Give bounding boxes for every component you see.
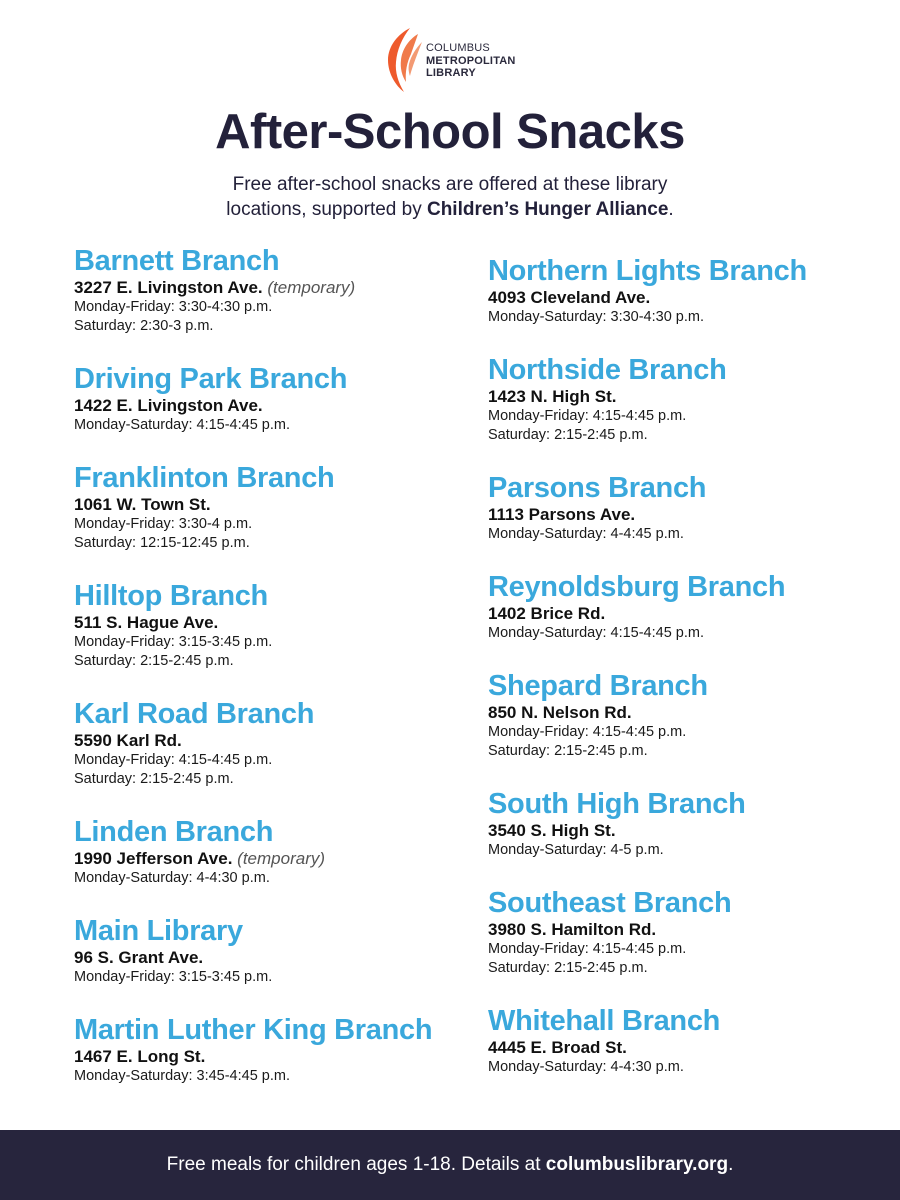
branch-name: Parsons Branch <box>488 472 707 504</box>
branch-address <box>74 849 484 869</box>
branch-address <box>74 613 484 633</box>
branch-address <box>488 821 898 841</box>
page-title: After-School Snacks <box>215 105 685 159</box>
branch-address-text: 1467 E. Long St. <box>74 1047 206 1066</box>
branch-address <box>488 1038 898 1058</box>
branch-address-text: 5590 Karl Rd. <box>74 731 182 750</box>
branch-entry <box>488 669 898 761</box>
branch-hours: Monday-Saturday: 4-5 p.m. <box>488 842 664 858</box>
branch-name: Southeast Branch <box>488 887 732 919</box>
branch-hours: Monday-Saturday: 3:30-4:30 p.m. <box>488 309 705 325</box>
branch-address-text: 1423 N. High St. <box>488 387 617 406</box>
branch-entry <box>488 353 898 445</box>
branch-hours: Monday-Friday: 4:15-4:45 p.m. <box>488 724 687 740</box>
branch-address-text: 511 S. Hague Ave. <box>74 613 219 632</box>
branch-entry <box>74 1013 484 1086</box>
branch-address-text: 1061 W. Town St. <box>74 495 211 514</box>
branch-hours: Monday-Saturday: 4:15-4:45 p.m. <box>74 417 291 433</box>
branch-entry <box>488 787 898 860</box>
branch-address-text: 3227 E. Livingston Ave. <box>74 278 263 297</box>
branch-address <box>74 731 484 751</box>
branch-entry <box>488 1004 898 1077</box>
intro-text <box>0 172 900 222</box>
branch-entry <box>74 579 484 671</box>
branch-hours: Saturday: 2:30-3 p.m. <box>74 318 214 334</box>
branch-entry <box>74 362 484 435</box>
branch-entry <box>488 471 898 544</box>
intro-line-2 <box>0 197 900 222</box>
branch-hours: Monday-Saturday: 4-4:30 p.m. <box>488 1059 684 1075</box>
branch-address-note: (temporary) <box>237 849 326 868</box>
branch-name: Martin Luther King Branch <box>74 1014 433 1046</box>
branch-entry <box>488 254 898 327</box>
branch-hours: Saturday: 2:15-2:45 p.m. <box>74 771 234 787</box>
logo-line-1: COLUMBUS <box>426 42 490 54</box>
branch-hours: Saturday: 2:15-2:45 p.m. <box>488 960 648 976</box>
branch-hours: Monday-Friday: 4:15-4:45 p.m. <box>74 752 273 768</box>
branch-address-text: 96 S. Grant Ave. <box>74 948 204 967</box>
footer-suffix: . <box>728 1154 734 1175</box>
branch-entry <box>74 914 484 987</box>
branch-entry <box>74 697 484 789</box>
branch-address-note: (temporary) <box>267 278 356 297</box>
library-logo-icon <box>380 26 424 94</box>
branch-hours: Monday-Saturday: 4-4:30 p.m. <box>74 870 270 886</box>
branch-entry <box>488 886 898 978</box>
footer-text: Free meals for children ages 1-18. Details at <box>166 1154 546 1175</box>
branch-address <box>488 604 898 624</box>
branch-hours: Saturday: 2:15-2:45 p.m. <box>74 653 234 669</box>
branch-hours: Monday-Friday: 3:30-4:30 p.m. <box>74 299 273 315</box>
branch-address <box>74 396 484 416</box>
logo-line-3: LIBRARY <box>426 67 476 79</box>
branch-address-text: 1113 Parsons Ave. <box>488 505 636 524</box>
branch-address <box>74 278 484 298</box>
left-branch-column <box>74 244 484 1112</box>
library-logo <box>380 26 540 96</box>
branch-entry <box>74 244 484 336</box>
intro-suffix: . <box>668 199 674 220</box>
branch-address-text: 4093 Cleveland Ave. <box>488 288 651 307</box>
branch-name: Northern Lights Branch <box>488 255 807 287</box>
branch-hours: Monday-Saturday: 4-4:45 p.m. <box>488 526 684 542</box>
branch-address-text: 3980 S. Hamilton Rd. <box>488 920 657 939</box>
right-branch-column <box>488 254 898 1103</box>
branch-hours: Monday-Saturday: 3:45-4:45 p.m. <box>74 1068 291 1084</box>
library-logo-text <box>426 42 516 80</box>
intro-sponsor: Children’s Hunger Alliance <box>426 199 669 220</box>
branch-name: Barnett Branch <box>74 245 280 277</box>
branch-entry <box>488 570 898 643</box>
branch-address <box>488 288 898 308</box>
branch-hours: Monday-Saturday: 4:15-4:45 p.m. <box>488 625 705 641</box>
branch-hours: Monday-Friday: 3:15-3:45 p.m. <box>74 969 273 985</box>
branch-address-text: 3540 S. High St. <box>488 821 616 840</box>
branch-address <box>74 495 484 515</box>
intro-line-2-prefix: locations, supported by <box>226 199 427 220</box>
branch-address <box>488 505 898 525</box>
branch-hours: Saturday: 12:15-12:45 p.m. <box>74 535 250 551</box>
branch-name: Karl Road Branch <box>74 698 315 730</box>
intro-line-1: Free after-school snacks are offered at these library <box>232 174 668 195</box>
branch-address-text: 4445 E. Broad St. <box>488 1038 627 1057</box>
branch-name: Northside Branch <box>488 354 727 386</box>
branch-address-text: 1402 Brice Rd. <box>488 604 606 623</box>
branch-address <box>488 387 898 407</box>
branch-address <box>488 920 898 940</box>
branch-address <box>74 948 484 968</box>
branch-address <box>74 1047 484 1067</box>
footer-link[interactable]: columbuslibrary.org <box>545 1154 729 1175</box>
branch-hours: Saturday: 2:15-2:45 p.m. <box>488 427 648 443</box>
branch-name: Main Library <box>74 915 243 947</box>
branch-name: Reynoldsburg Branch <box>488 571 786 603</box>
branch-name: Whitehall Branch <box>488 1005 721 1037</box>
logo-line-2: METROPOLITAN <box>426 54 516 67</box>
branch-address-text: 1990 Jefferson Ave. <box>74 849 233 868</box>
branch-hours: Monday-Friday: 3:30-4 p.m. <box>74 516 253 532</box>
branch-hours: Monday-Friday: 4:15-4:45 p.m. <box>488 408 687 424</box>
branch-entry <box>74 461 484 553</box>
branch-name: Linden Branch <box>74 816 274 848</box>
branch-hours: Monday-Friday: 4:15-4:45 p.m. <box>488 941 687 957</box>
branch-name: South High Branch <box>488 788 746 820</box>
footer-banner <box>0 1130 900 1200</box>
branch-hours: Monday-Friday: 3:15-3:45 p.m. <box>74 634 273 650</box>
branch-entry <box>74 815 484 888</box>
branch-name: Shepard Branch <box>488 670 708 702</box>
branch-address-text: 850 N. Nelson Rd. <box>488 703 632 722</box>
branch-address <box>488 703 898 723</box>
branch-name: Hilltop Branch <box>74 580 268 612</box>
branch-name: Franklinton Branch <box>74 462 335 494</box>
branch-hours: Saturday: 2:15-2:45 p.m. <box>488 743 648 759</box>
branch-name: Driving Park Branch <box>74 363 348 395</box>
branch-address-text: 1422 E. Livingston Ave. <box>74 396 263 415</box>
